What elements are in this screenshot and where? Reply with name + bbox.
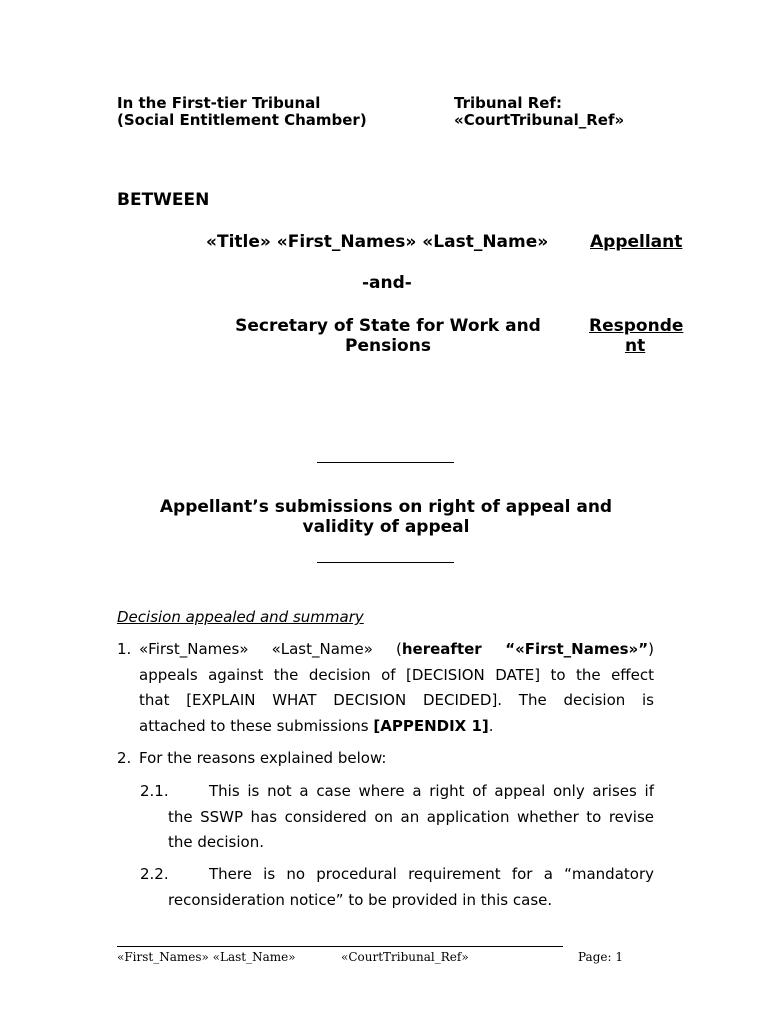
- section-heading: Decision appealed and summary: [117, 608, 364, 626]
- paragraph-line: This is not a case where a right of appeal only arises if: [209, 782, 654, 800]
- document-title-line-1: Appellant’s submissions on right of appeal and: [159, 497, 613, 517]
- paragraph-line: appeals against the decision of [DECISION DATE] to the effect: [139, 665, 654, 684]
- respondent-name-line-2: Pensions: [345, 336, 431, 356]
- paragraph-number: 2.2.: [140, 865, 169, 883]
- hereafter-text: hereafter “«First_Names»”: [401, 640, 649, 658]
- and-separator: -and-: [362, 273, 412, 293]
- paragraph-body: For the reasons explained below:: [139, 749, 387, 767]
- paragraph-line: that [EXPLAIN WHAT DECISION DECIDED]. The decision is: [139, 691, 654, 709]
- between-heading: BETWEEN: [117, 190, 210, 210]
- first-names-field: «First_Names»: [139, 640, 249, 658]
- footer-rule: [117, 946, 563, 947]
- document-title-line-2: validity of appeal: [302, 517, 470, 537]
- document-title: [116, 497, 656, 537]
- line-text: attached to these submissions: [139, 716, 374, 735]
- respondent-name: [220, 316, 556, 356]
- paragraph-body: [139, 637, 654, 739]
- footer-ref: «CourtTribunal_Ref»: [341, 950, 469, 964]
- paragraph-line: [139, 714, 654, 740]
- rule-lower: [317, 562, 454, 563]
- court-name: [117, 95, 367, 129]
- line-text: .: [488, 716, 494, 735]
- respondent-role: [589, 316, 683, 356]
- paragraph-number: 2.: [117, 749, 132, 767]
- paragraph-number: 1.: [117, 640, 132, 658]
- court-line-2: (Social Entitlement Chamber): [117, 111, 367, 129]
- appellant-role: Appellant: [590, 232, 683, 252]
- respondent-role-line-2: nt: [625, 336, 646, 356]
- tribunal-ref-value: «CourtTribunal_Ref»: [454, 111, 625, 129]
- appendix-reference: [APPENDIX 1]: [373, 716, 489, 735]
- paragraph-line: [139, 637, 654, 663]
- open-paren: (: [396, 640, 402, 658]
- tribunal-ref: [454, 95, 624, 129]
- rule-upper: [317, 462, 454, 463]
- court-line-1: In the First-tier Tribunal: [117, 94, 321, 112]
- hereafter-clause: [396, 640, 654, 658]
- paragraph-body: [168, 862, 654, 913]
- paragraph-line: reconsideration notice” to be provided in this case.: [168, 890, 553, 909]
- tribunal-ref-label: Tribunal Ref:: [454, 94, 562, 112]
- footer-name: «First_Names» «Last_Name»: [117, 950, 296, 964]
- respondent-name-line-1: Secretary of State for Work and: [235, 316, 541, 336]
- paragraph-body: [168, 779, 654, 856]
- paragraph-line: the decision.: [168, 833, 264, 851]
- respondent-role-line-1: Responde: [589, 316, 684, 336]
- last-name-field: «Last_Name»: [271, 640, 373, 658]
- appellant-name: «Title» «First_Names» «Last_Name»: [206, 232, 549, 252]
- paragraph-line: There is no procedural requirement for a “mandatory: [209, 865, 654, 883]
- paragraph-line: the SSWP has considered on an application whether to revise: [168, 807, 654, 826]
- close-paren: ): [648, 640, 654, 658]
- paragraph-number: 2.1.: [140, 782, 169, 800]
- footer-page-number: Page: 1: [578, 950, 623, 964]
